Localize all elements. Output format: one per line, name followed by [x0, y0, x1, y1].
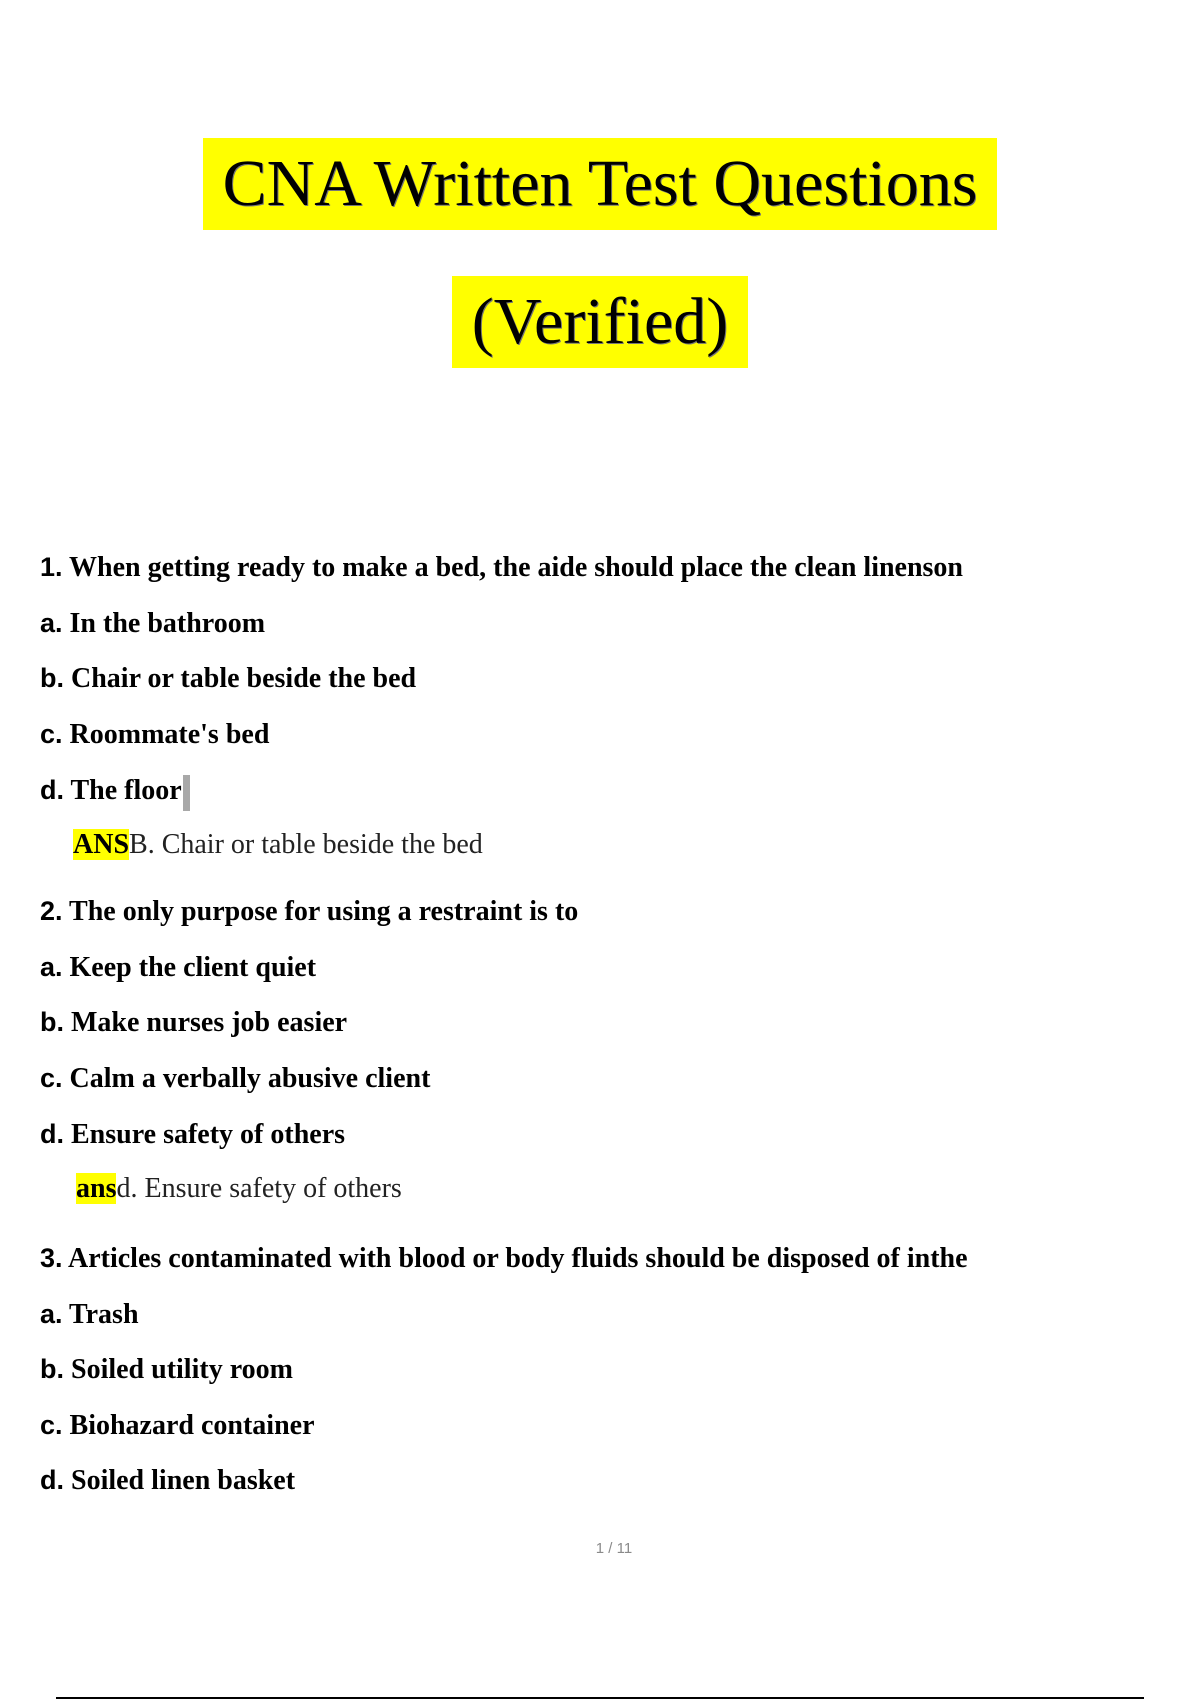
option-text: Soiled utility room — [71, 1354, 293, 1385]
option-text: The floor — [70, 775, 182, 806]
answer-text: d. Ensure safety of others — [116, 1173, 402, 1204]
text-cursor-mark — [183, 775, 190, 811]
question-2-option-d — [40, 1114, 345, 1154]
option-letter: c. — [40, 719, 63, 749]
option-letter: c. — [40, 1063, 63, 1093]
document-title-line-2 — [0, 276, 1200, 368]
option-letter: a. — [40, 952, 63, 982]
option-letter: d. — [40, 1119, 64, 1149]
question-2-answer — [76, 1169, 402, 1209]
option-text: In the bathroom — [69, 608, 266, 639]
option-letter: d. — [40, 775, 64, 805]
question-3-option-d — [40, 1460, 295, 1500]
option-text: Soiled linen basket — [71, 1465, 296, 1496]
question-1-option-d — [40, 770, 190, 810]
question-3-stem — [40, 1238, 968, 1278]
question-text: The only purpose for using a restraint is to — [69, 896, 579, 927]
question-2-option-b — [40, 1002, 347, 1042]
question-text: When getting ready to make a bed, the aide should place the clean linenson — [69, 552, 964, 583]
option-text: Roommate's bed — [69, 719, 270, 750]
option-letter: a. — [40, 608, 63, 638]
page-divider — [56, 1697, 1144, 1699]
question-1-stem — [40, 547, 963, 587]
title-highlight: CNA Written Test Questions — [203, 138, 998, 230]
option-text: Ensure safety of others — [71, 1119, 346, 1150]
option-letter: a. — [40, 1299, 63, 1329]
question-1-option-a — [40, 603, 265, 643]
option-letter: d. — [40, 1465, 64, 1495]
question-2-stem — [40, 891, 578, 931]
option-text: Biohazard container — [69, 1410, 315, 1441]
page-indicator: 1 / 11 — [595, 1540, 633, 1557]
question-3-option-a — [40, 1294, 139, 1334]
answer-text: B. Chair or table beside the bed — [129, 829, 483, 860]
question-3-option-b — [40, 1349, 293, 1389]
document-title-line-1 — [0, 138, 1200, 230]
question-1-option-b — [40, 658, 416, 698]
option-letter: c. — [40, 1410, 63, 1440]
question-2-option-c — [40, 1058, 430, 1098]
option-text: Keep the client quiet — [69, 952, 317, 983]
subtitle-highlight: (Verified) — [452, 276, 749, 368]
question-3-option-c — [40, 1405, 315, 1445]
question-text: Articles contaminated with blood or body fluids should be disposed of inthe — [68, 1243, 968, 1274]
option-letter: b. — [40, 663, 64, 693]
option-letter: b. — [40, 1007, 64, 1037]
question-2-option-a — [40, 947, 316, 987]
answer-label-highlight: ANS — [73, 829, 130, 860]
question-number: 1. — [40, 552, 63, 582]
question-1-answer — [73, 825, 483, 865]
question-number: 3. — [40, 1243, 63, 1273]
option-text: Trash — [69, 1299, 139, 1330]
question-1-option-c — [40, 714, 269, 754]
option-text: Make nurses job easier — [71, 1007, 348, 1038]
option-text: Calm a verbally abusive client — [69, 1063, 431, 1094]
question-number: 2. — [40, 896, 63, 926]
option-text: Chair or table beside the bed — [71, 663, 417, 694]
answer-label-highlight: ans — [76, 1173, 117, 1204]
option-letter: b. — [40, 1354, 64, 1384]
